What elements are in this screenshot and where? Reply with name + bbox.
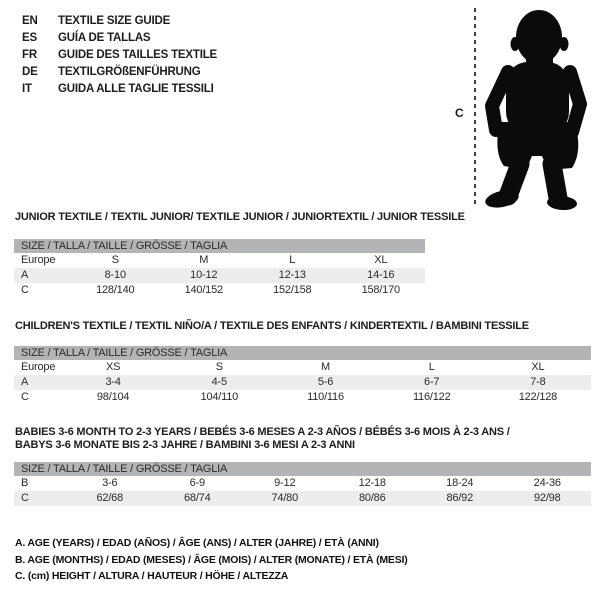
section-title-line: BABYS 3-6 MONATE BIS 2-3 JAHRE / BAMBINI 3-6 MESI A 2-3 ANNI [15,439,355,451]
size-cell: 98/104 [96,391,130,403]
table-row [14,268,425,283]
legend-line-c: C. (cm) HEIGHT / ALTURA / HAUTEUR / HÖHE / ALTEZZA [15,570,289,582]
size-cell: 3-4 [105,376,121,388]
size-cell: 12-13 [278,269,306,281]
row-label: C [21,492,29,504]
size-cell: 4-5 [211,376,227,388]
language-row-fr [22,47,217,64]
size-cell: L [289,254,296,266]
language-row-es [22,30,217,47]
size-cell: 3-6 [102,477,118,489]
size-cell: S [215,361,223,373]
size-cell: XL [531,361,545,373]
table-row [14,253,425,268]
size-cell: 110/116 [307,391,344,403]
language-row-it [22,81,217,98]
size-cell: 24-36 [533,477,561,489]
section-title-line: BABIES 3-6 MONTH TO 2-3 YEARS / BEBÉS 3-6 MESES A 2-3 AÑOS / BÉBÉS 3-6 MOIS À 2-3 ANS / [15,426,510,438]
size-table-babies [14,462,591,506]
language-code: FR [22,49,37,61]
size-cell: 12-18 [358,477,386,489]
table-row [14,476,591,491]
language-row-de [22,64,217,81]
legend-line-b: B. AGE (MONTHS) / EDAD (MESES) / ÂGE (MOIS) / ALTER (MONATE) / ETÀ (MESI) [15,553,408,566]
section-title-line: CHILDREN'S TEXTILE / TEXTIL NIÑO/A / TEXTILE DES ENFANTS / KINDERTEXTIL / BAMBINI TESSILE [15,320,529,332]
row-label: C [21,391,29,403]
row-label: C [21,284,29,296]
row-label: A [21,376,29,388]
size-cell: 14-16 [367,269,395,281]
table-row [14,360,591,375]
size-cell: 86/92 [446,492,474,504]
size-table-header: SIZE / TALLA / TAILLE / GRÖSSE / TAGLIA [14,462,591,476]
section-title-junior [15,211,465,224]
size-cell: M [321,361,330,373]
section-title-line: JUNIOR TEXTILE / TEXTIL JUNIOR/ TEXTILE JUNIOR / JUNIORTEXTIL / JUNIOR TESSILE [15,211,465,223]
size-cell: 7-8 [530,376,546,388]
legend-line-a: A. AGE (YEARS) / EDAD (AÑOS) / ÂGE (ANS) / ALTER (JAHRE) / ETÀ (ANNI) [15,537,379,549]
size-cell: 140/152 [184,284,223,296]
language-code: ES [22,32,37,44]
size-cell: XS [105,361,121,373]
language-label: TEXTILE SIZE GUIDE [58,15,171,27]
language-row-en [22,13,217,30]
language-label: GUIDA ALLE TAGLIE TESSILI [58,83,214,95]
size-cell: 158/170 [361,284,400,296]
height-measure-dashed-line [474,8,476,206]
table-row [14,390,591,405]
language-label: TEXTILGRÖßENFÜHRUNG [58,66,201,78]
row-label: Europe [21,361,56,373]
size-cell: 6-9 [189,477,205,489]
row-label: B [21,477,29,489]
size-cell: 122/128 [518,391,558,403]
size-cell: 10-12 [190,269,218,281]
size-cell: 92/98 [533,492,561,504]
size-cell: L [428,361,435,373]
size-table-children [14,346,591,405]
baby-silhouette-icon [482,6,596,210]
size-cell: XL [374,254,388,266]
section-title-children [15,320,529,333]
size-cell: 5-6 [317,376,334,388]
size-cell: 116/122 [412,391,451,403]
row-label: Europe [21,254,56,266]
row-label: A [21,269,29,281]
size-cell: 104/110 [200,391,239,403]
language-code: DE [22,66,38,78]
size-cell: 8-10 [104,269,126,281]
size-cell: 80/86 [358,492,386,504]
size-cell: 6-7 [424,376,440,388]
size-table-header: SIZE / TALLA / TAILLE / GRÖSSE / TAGLIA [14,239,425,253]
table-row [14,283,425,298]
size-cell: 128/140 [96,284,135,296]
language-label: GUÍA DE TALLAS [58,32,151,44]
size-cell: 74/80 [271,492,299,504]
size-table-junior [14,239,425,298]
table-row [14,375,591,390]
size-cell: 152/158 [273,284,312,296]
language-label: GUIDE DES TAILLES TEXTILE [58,49,217,61]
size-cell: 68/74 [183,492,211,504]
language-list [22,13,217,98]
size-cell: 62/68 [96,492,124,504]
language-code: IT [22,83,32,95]
size-cell: 9-12 [274,477,296,489]
legend [15,535,408,585]
size-cell: 18-24 [446,477,474,489]
size-cell: S [111,254,119,266]
section-title-babies [15,426,510,452]
height-measure-label: C [455,106,464,120]
language-code: EN [22,15,38,27]
size-cell: M [199,254,209,266]
table-row [14,491,591,506]
size-table-header: SIZE / TALLA / TAILLE / GRÖSSE / TAGLIA [14,346,591,360]
